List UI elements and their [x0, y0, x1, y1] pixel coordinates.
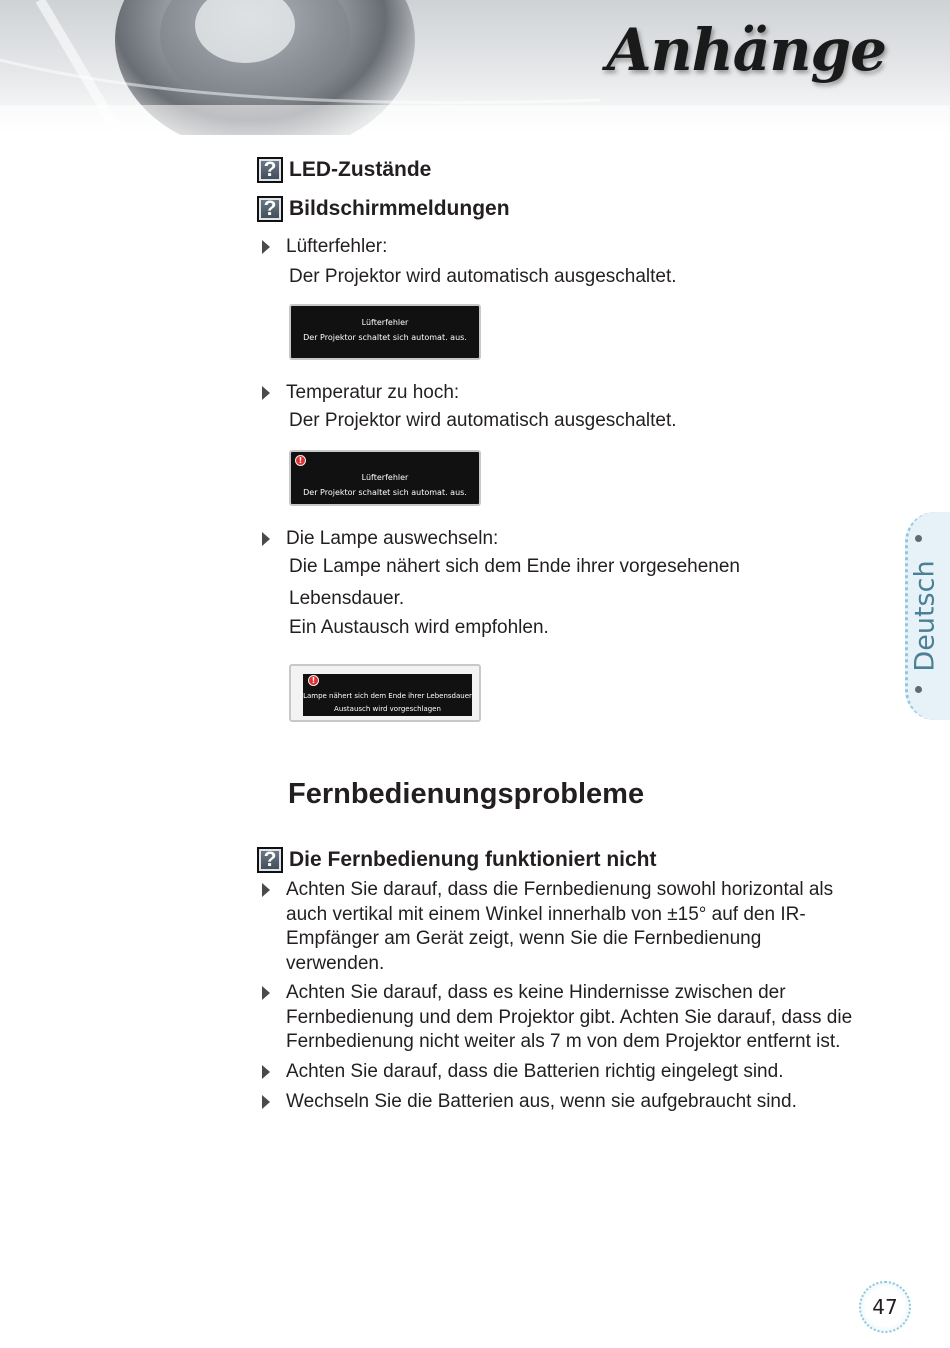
osd-line-2: Der Projektor schaltet sich automat. aus.	[303, 333, 467, 342]
remote-bullet	[262, 1090, 902, 1115]
side-dot-bottom	[915, 686, 922, 693]
message-title: Die Lampe auswechseln:	[286, 528, 499, 549]
led-heading-text: LED-Zustände	[289, 158, 432, 181]
osd-line-2: Der Projektor schaltet sich automat. aus.	[303, 488, 467, 497]
warning-icon: !	[295, 455, 306, 466]
remote-bullet	[262, 1060, 902, 1085]
message-text: Lebensdauer.	[289, 588, 405, 609]
remote-bullet-text: Achten Sie darauf, dass die Batterien richtig eingelegt sind.	[286, 1061, 784, 1082]
remote-bullet-text: Achten Sie darauf, dass es keine Hindernisse zwischen der Fernbedienung und dem Projektor gibt. Achten Sie darauf, dass die Fernbedienung nicht weiter als 7 m von dem Projektor entfernt ist.	[286, 982, 853, 1053]
section-title: Anhänge	[606, 16, 886, 84]
led-heading	[257, 157, 431, 183]
message-title: Temperatur zu hoch:	[286, 382, 460, 403]
message-item	[262, 527, 902, 552]
remote-bullet	[262, 878, 852, 976]
question-icon: ?	[257, 196, 283, 222]
remote-bullet	[262, 981, 902, 1055]
message-item	[262, 235, 902, 260]
osd-lamp-replace	[289, 664, 481, 722]
osd-line-1: Lüfterfehler	[361, 318, 409, 327]
arrow-bullet-icon	[262, 1095, 270, 1109]
question-icon: ?	[257, 157, 283, 183]
arrow-bullet-icon	[262, 240, 270, 254]
messages-heading-text: Bildschirmmeldungen	[289, 197, 510, 220]
arrow-bullet-icon	[262, 986, 270, 1000]
arrow-bullet-icon	[262, 386, 270, 400]
side-dot-top	[915, 535, 922, 542]
arrow-bullet-icon	[262, 532, 270, 546]
message-text: Der Projektor wird automatisch ausgeschaltet.	[289, 410, 677, 431]
remote-bullet-text: Achten Sie darauf, dass die Fernbedienung sowohl horizontal als auch vertikal mit einem Winkel innerhalb von ±15° auf den IR-Empfänger am Gerät zeigt, wenn Sie die Fernbedienung verwenden.	[286, 879, 834, 974]
remote-heading-text: Die Fernbedienung funktioniert nicht	[289, 848, 657, 871]
page-number: 47	[872, 1295, 898, 1319]
message-text: Die Lampe nähert sich dem Ende ihrer vorgesehenen	[289, 556, 740, 577]
arrow-bullet-icon	[262, 1065, 270, 1079]
remote-section-title: Fernbedienungsprobleme	[288, 778, 645, 810]
question-icon: ?	[257, 847, 283, 873]
osd-line-1: Lampe nähert sich dem Ende ihrer Lebensdauer	[303, 692, 472, 700]
message-title: Lüfterfehler:	[286, 236, 388, 257]
osd-fan-error	[289, 304, 481, 360]
language-label: Deutsch	[909, 560, 941, 672]
message-item	[262, 381, 902, 406]
warning-icon: !	[308, 675, 319, 686]
arrow-bullet-icon	[262, 883, 270, 897]
osd-line-2: Austausch wird vorgeschlagen	[334, 705, 441, 713]
remote-heading	[257, 847, 657, 873]
remote-bullet-text: Wechseln Sie die Batterien aus, wenn sie aufgebraucht sind.	[286, 1091, 797, 1112]
messages-heading	[257, 196, 510, 222]
osd-overheat	[289, 450, 481, 506]
message-text: Der Projektor wird automatisch ausgeschaltet.	[289, 266, 677, 287]
message-text: Ein Austausch wird empfohlen.	[289, 617, 549, 638]
osd-line-1: Lüfterfehler	[361, 473, 409, 482]
